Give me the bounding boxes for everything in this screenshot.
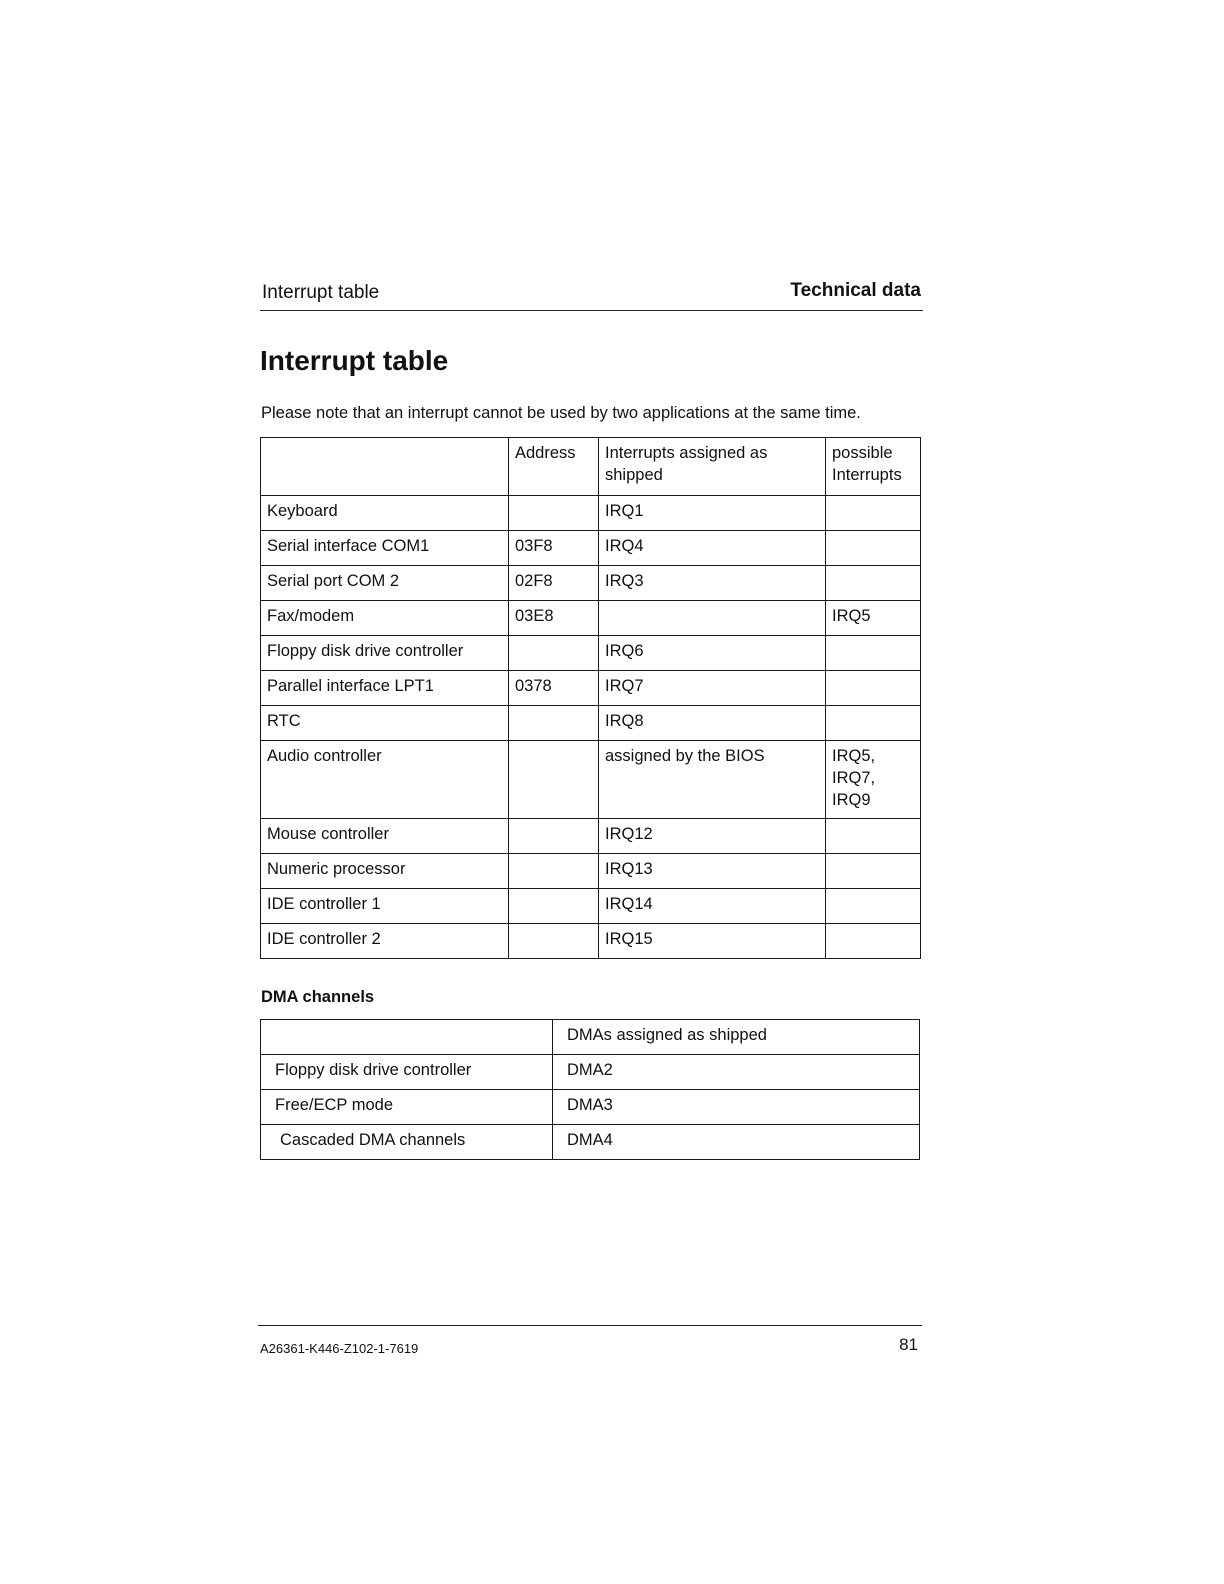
table-row — [261, 924, 921, 959]
possible-irq-cell — [826, 496, 921, 531]
interrupt-table-header-row — [261, 438, 921, 496]
address-cell — [509, 636, 599, 671]
assigned-irq-cell: IRQ12 — [599, 819, 826, 854]
dma-channels-heading: DMA channels — [261, 988, 375, 1006]
assigned-irq-cell: IRQ8 — [599, 706, 826, 741]
table-row — [261, 854, 921, 889]
dma-cell: DMA3 — [553, 1090, 920, 1125]
header-cell-dma-assigned: DMAs assigned as shipped — [553, 1020, 920, 1055]
device-cell: RTC — [261, 706, 509, 741]
assigned-irq-cell: IRQ3 — [599, 566, 826, 601]
assigned-irq-cell: IRQ7 — [599, 671, 826, 706]
device-cell: Keyboard — [261, 496, 509, 531]
table-row — [261, 889, 921, 924]
table-row — [261, 601, 921, 636]
dma-cell: DMA4 — [553, 1125, 920, 1160]
table-row — [261, 636, 921, 671]
possible-irq-cell — [826, 924, 921, 959]
header-section-title: Interrupt table — [262, 282, 380, 303]
address-cell: 03E8 — [509, 601, 599, 636]
possible-irq-cell — [826, 889, 921, 924]
running-footer — [258, 1325, 922, 1360]
possible-irq-cell — [826, 819, 921, 854]
assigned-irq-cell: IRQ13 — [599, 854, 826, 889]
intro-note: Please note that an interrupt cannot be used by two applications at the same time. — [261, 404, 861, 422]
address-cell: 0378 — [509, 671, 599, 706]
header-cell-assigned-interrupts: Interrupts assigned as shipped — [599, 438, 826, 496]
assigned-irq-cell: IRQ15 — [599, 924, 826, 959]
dma-table — [260, 1019, 920, 1160]
device-cell: Serial interface COM1 — [261, 531, 509, 566]
assigned-irq-cell — [599, 601, 826, 636]
address-cell — [509, 741, 599, 819]
device-cell: Cascaded DMA channels — [261, 1125, 553, 1160]
device-cell: Numeric processor — [261, 854, 509, 889]
address-cell — [509, 706, 599, 741]
header-cell-possible-interrupts: possible Interrupts — [826, 438, 921, 496]
page-title: Interrupt table — [260, 345, 449, 376]
header-cell-device — [261, 438, 509, 496]
assigned-irq-cell: IRQ4 — [599, 531, 826, 566]
dma-cell: DMA2 — [553, 1055, 920, 1090]
table-row — [261, 671, 921, 706]
device-cell: Mouse controller — [261, 819, 509, 854]
document-id: A26361-K446-Z102-1-7619 — [260, 1341, 419, 1356]
header-cell-address: Address — [509, 438, 599, 496]
table-row — [261, 531, 921, 566]
possible-irq-cell — [826, 636, 921, 671]
assigned-irq-cell: IRQ6 — [599, 636, 826, 671]
assigned-irq-cell: IRQ1 — [599, 496, 826, 531]
running-header — [260, 280, 923, 311]
device-cell: Fax/modem — [261, 601, 509, 636]
possible-irq-cell — [826, 854, 921, 889]
table-row — [261, 741, 921, 819]
address-cell — [509, 496, 599, 531]
device-cell: IDE controller 1 — [261, 889, 509, 924]
table-row — [261, 1125, 920, 1160]
dma-table-header-row — [261, 1020, 920, 1055]
interrupt-table — [260, 437, 921, 959]
address-cell — [509, 924, 599, 959]
table-row — [261, 1055, 920, 1090]
address-cell: 03F8 — [509, 531, 599, 566]
possible-irq-cell — [826, 566, 921, 601]
header-cell-device — [261, 1020, 553, 1055]
device-cell: Parallel interface LPT1 — [261, 671, 509, 706]
table-row — [261, 496, 921, 531]
table-row — [261, 1090, 920, 1125]
header-chapter-title: Technical data — [790, 280, 921, 301]
page-number: 81 — [899, 1335, 918, 1354]
device-cell: Free/ECP mode — [261, 1090, 553, 1125]
possible-irq-cell — [826, 671, 921, 706]
device-cell: Floppy disk drive controller — [261, 636, 509, 671]
table-row — [261, 706, 921, 741]
possible-irq-cell: IRQ5, IRQ7, IRQ9 — [826, 741, 921, 819]
device-cell: Serial port COM 2 — [261, 566, 509, 601]
device-cell: Floppy disk drive controller — [261, 1055, 553, 1090]
possible-irq-cell — [826, 531, 921, 566]
table-row — [261, 566, 921, 601]
device-cell: IDE controller 2 — [261, 924, 509, 959]
table-row — [261, 819, 921, 854]
assigned-irq-cell: assigned by the BIOS — [599, 741, 826, 819]
address-cell — [509, 819, 599, 854]
address-cell — [509, 889, 599, 924]
address-cell — [509, 854, 599, 889]
assigned-irq-cell: IRQ14 — [599, 889, 826, 924]
device-cell: Audio controller — [261, 741, 509, 819]
possible-irq-cell: IRQ5 — [826, 601, 921, 636]
possible-irq-cell — [826, 706, 921, 741]
address-cell: 02F8 — [509, 566, 599, 601]
